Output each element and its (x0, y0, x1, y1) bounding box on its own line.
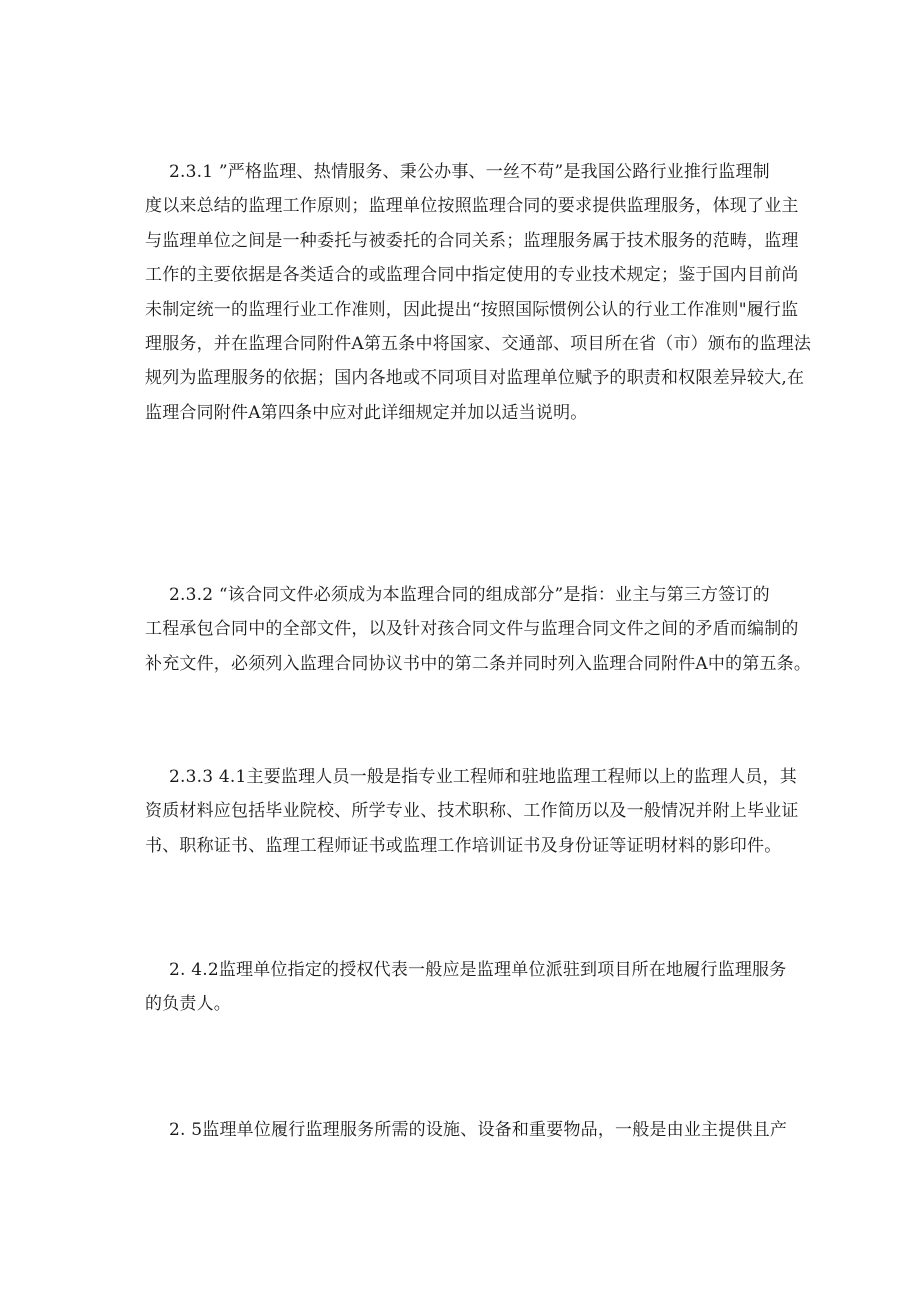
text-line: 工作的主要依据是各类适合的或监理合同中指定使用的专业技术规定；鉴于国内目前尚 (145, 265, 799, 286)
text-line: 2.3.3 4.1主要监理人员一般是指专业工程师和驻地监理工程师以上的监理人员，其 (169, 767, 797, 787)
text-line: 理服务，并在监理合同附件A第五条中将国家、交通部、项目所在省（市）颁布的监理法 (145, 333, 812, 354)
text-line: 监理合同附件A第四条中应对此详细规定并加以适当说明。 (145, 402, 588, 423)
text-line: 2.3.1 ”严格监理、热情服务、秉公办事、一丝不苟”是我国公路行业推行监理制 (169, 162, 770, 182)
text-line: 与监理单位之间是一种委托与被委托的合同关系；监理服务属于技术服务的范畴，监理 (145, 230, 799, 251)
paragraph-2-5 (145, 1113, 805, 1147)
text-line: 规列为监理服务的依据；国内各地或不同项目对监理单位赋予的职责和权限差异较大,在 (145, 368, 805, 389)
text-line: 的负责人。 (145, 994, 231, 1015)
text-line: 资质材料应包括毕业院校、所学专业、技术职称、工作简历以及一般情况并附上毕业证 (145, 801, 799, 822)
paragraph-2-4-2 (145, 953, 805, 1022)
text-line: 未制定统一的监理行业工作准则，因此提出“按照国际惯例公认的行业工作准则"履行监 (145, 299, 799, 320)
text-line: 2. 5监理单位履行监理服务所需的设施、设备和重要物品，一般是由业主提供且产 (169, 1120, 788, 1140)
paragraph-2-3-2 (145, 578, 812, 681)
text-line: 补充文件，必须列入监理合同协议书中的第二条并同时列入监理合同附件A中的第五条。 (145, 653, 812, 674)
text-line: 度以来总结的监理工作原则；监理单位按照监理合同的要求提供监理服务，体现了业主 (145, 196, 799, 217)
paragraph-2-3-3 (145, 760, 805, 863)
text-line: 工程承包合同中的全部文件，以及针对孩合同文件与监理合同文件之间的矛盾而编制的 (145, 619, 799, 640)
text-line: 书、职称证书、监理工程师证书或监理工作培训证书及身份证等证明材料的影印件。 (145, 835, 782, 856)
text-line: 2.3.2 “该合同文件必须成为本监理合同的组成部分”是指：业主与第三方签订的 (169, 585, 770, 605)
text-line: 2. 4.2监理单位指定的授权代表一般应是监理单位派驻到项目所在地履行监理服务 (169, 960, 787, 980)
paragraph-2-3-1 (145, 155, 812, 430)
